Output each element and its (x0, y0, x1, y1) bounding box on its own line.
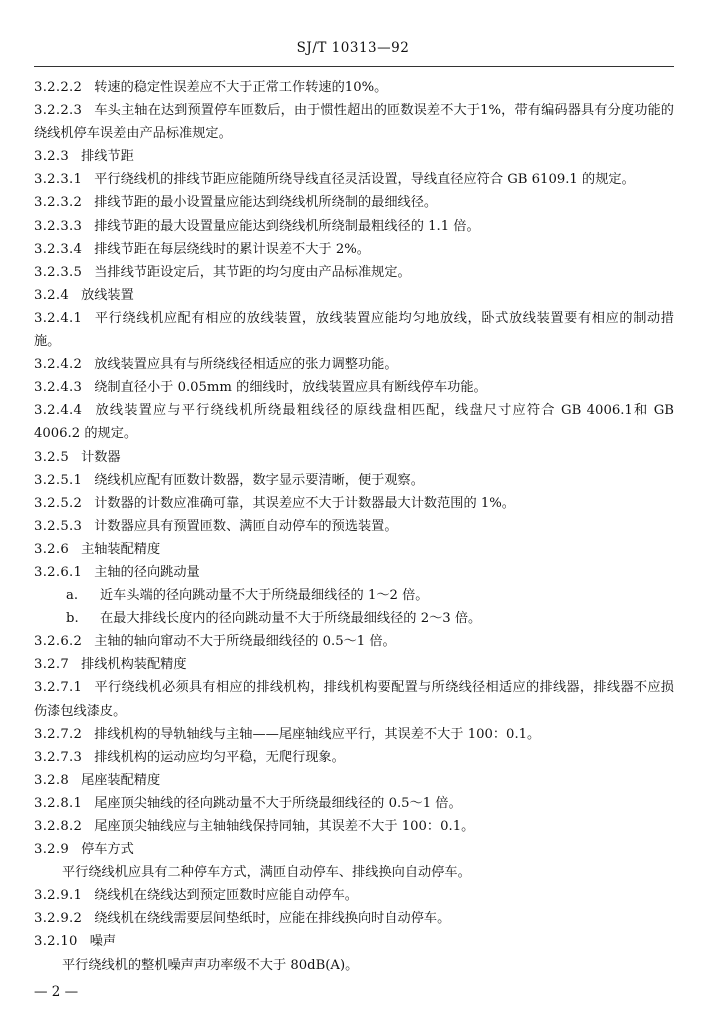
list-item-text: 近车头端的径向跳动量不大于所绕最细线径的 1～2 倍。 (100, 588, 429, 604)
clause-number: 3.2.2.3 (34, 103, 83, 119)
clause-number: 3.2.6.2 (34, 634, 83, 650)
clause-text: 绕线机应配有匝数计数器，数字显示要清晰，便于观察。 (94, 472, 424, 488)
clause-number: 3.2.3.3 (34, 218, 83, 234)
clause-3-2-3-4 (34, 238, 674, 261)
clause-text: 排线机构的导轨轴线与主轴——尾座轴线应平行，其误差不大于 100：0.1。 (94, 726, 541, 742)
clause-3-2-5-1 (34, 469, 674, 492)
clause-text: 排线节距的最小设置量应能达到绕线机所绕制的最细线径。 (94, 195, 438, 211)
clause-3-2-3 (34, 145, 674, 168)
clause-3-2-6 (34, 538, 674, 561)
clause-number: 3.2.3.4 (34, 241, 83, 257)
clause-heading: 排线节距 (81, 149, 134, 165)
clause-number: 3.2.7.1 (34, 680, 83, 696)
clause-3-2-3-3 (34, 215, 674, 238)
list-item-label: b. (66, 611, 79, 627)
clause-3-2-8-2 (34, 815, 674, 838)
clause-number: 3.2.6 (34, 541, 70, 557)
clause-number: 3.2.9 (34, 842, 70, 858)
clause-text: 车头主轴在达到预置停车匝数后，由于惯性超出的匝数误差不大于1%，带有编码器具有分度功能的绕线机停车误差由产品标准规定。 (34, 103, 674, 142)
paragraph-stop-modes: 平行绕线机应具有二种停车方式，满匝自动停车、排线换向自动停车。 (62, 865, 471, 881)
clause-number: 3.2.4.2 (34, 357, 83, 373)
clause-text: 当排线节距设定后，其节距的均匀度由产品标准规定。 (94, 264, 411, 280)
clause-number: 3.2.3.5 (34, 264, 83, 280)
clause-text: 尾座顶尖轴线的径向跳动量不大于所绕最细线径的 0.5～1 倍。 (94, 795, 462, 811)
clause-text: 排线机构的运动应均匀平稳，无爬行现象。 (94, 749, 345, 765)
clause-number: 3.2.3.2 (34, 195, 83, 211)
list-item-a (34, 584, 674, 607)
clause-text: 平行绕线机的排线节距应能随所绕导线直径灵活设置，导线直径应符合 GB 6109.1 的规定。 (94, 172, 635, 188)
clause-number: 3.2.3.1 (34, 172, 83, 188)
clause-number: 3.2.2.2 (34, 80, 83, 95)
clause-heading: 主轴装配精度 (81, 541, 161, 557)
clause-3-2-7-1 (34, 676, 674, 722)
clause-3-2-6-1 (34, 561, 674, 584)
document-body (34, 76, 674, 977)
clause-3-2-7 (34, 653, 674, 676)
clause-heading: 尾座装配精度 (81, 772, 161, 788)
clause-number: 3.2.5.3 (34, 518, 83, 534)
clause-3-2-9-1 (34, 884, 674, 907)
clause-heading: 放线装置 (81, 287, 134, 303)
clause-3-2-5-3 (34, 515, 674, 538)
header-rule (34, 66, 674, 67)
clause-3-2-4-3 (34, 376, 674, 399)
clause-text: 排线节距的最大设置量应能达到绕线机所绕制最粗线径的 1.1 倍。 (94, 218, 480, 234)
clause-3-2-8-1 (34, 792, 674, 815)
page-number: — 2 — (34, 984, 79, 1000)
clause-3-2-3-2 (34, 191, 674, 214)
list-item-b (34, 607, 674, 630)
clause-text: 尾座顶尖轴线应与主轴轴线保持同轴，其误差不大于 100：0.1。 (94, 819, 475, 834)
clause-text: 放线装置应具有与所绕线径相适应的张力调整功能。 (94, 357, 398, 373)
clause-number: 3.2.6.1 (34, 564, 83, 580)
clause-3-2-4-2 (34, 353, 674, 376)
clause-text: 转速的稳定性误差应不大于正常工作转速的10%。 (94, 80, 388, 95)
clause-number: 3.2.8 (34, 772, 70, 788)
clause-text: 平行绕线机必须具有相应的排线机构，排线机构要配置与所绕线径相适应的排线器，排线器不应损伤漆包线漆皮。 (34, 680, 674, 719)
clause-heading: 计数器 (81, 449, 121, 465)
clause-heading: 噪声 (89, 934, 117, 950)
clause-3-2-7-3 (34, 746, 674, 769)
clause-3-2-3-1 (34, 168, 674, 191)
clause-number: 3.2.9.2 (34, 911, 83, 927)
clause-3-2-5-2 (34, 492, 674, 515)
clause-3-2-10 (34, 930, 674, 953)
clause-number: 3.2.4.4 (34, 403, 83, 419)
clause-3-2-3-5 (34, 261, 674, 284)
clause-text: 绕线机在绕线需要层间垫纸时，应能在排线换向时自动停车。 (94, 911, 451, 927)
clause-3-2-2-2 (34, 76, 674, 99)
clause-3-2-8 (34, 769, 674, 792)
clause-text: 计数器的计数应准确可靠，其误差应不大于计数器最大计数范围的 1%。 (94, 495, 515, 511)
clause-number: 3.2.8.2 (34, 819, 83, 834)
clause-text: 主轴的径向跳动量 (94, 564, 200, 580)
clause-3-2-9-2 (34, 907, 674, 930)
clause-number: 3.2.5.1 (34, 472, 83, 488)
clause-number: 3.2.4.1 (34, 310, 83, 326)
clause-number: 3.2.3 (34, 149, 70, 165)
clause-number: 3.2.10 (34, 934, 78, 950)
clause-number: 3.2.5 (34, 449, 70, 465)
clause-text: 计数器应具有预置匝数、满匝自动停车的预选装置。 (94, 518, 398, 534)
clause-number: 3.2.5.2 (34, 495, 83, 511)
list-item-label: a. (66, 588, 79, 604)
clause-text: 排线节距在每层绕线时的累计误差不大于 2%。 (94, 241, 370, 257)
clause-3-2-4-1 (34, 307, 674, 353)
clause-text: 绕线机在绕线达到预定匝数时应能自动停车。 (94, 888, 358, 904)
clause-3-2-2-3 (34, 99, 674, 145)
paragraph-noise: 平行绕线机的整机噪声声功率级不大于 80dB(A)。 (62, 957, 359, 973)
clause-number: 3.2.7 (34, 657, 70, 673)
clause-3-2-4 (34, 284, 674, 307)
clause-3-2-6-2 (34, 630, 674, 653)
clause-number: 3.2.8.1 (34, 795, 83, 811)
list-item-text: 在最大排线长度内的径向跳动量不大于所绕最细线径的 2～3 倍。 (100, 611, 482, 627)
clause-number: 3.2.4.3 (34, 380, 83, 396)
clause-number: 3.2.7.2 (34, 726, 83, 742)
clause-text: 绕制直径小于 0.05mm 的细线时，放线装置应具有断线停车功能。 (94, 380, 487, 396)
clause-text: 放线装置应与平行绕线机所绕最粗线径的原线盘相匹配，线盘尺寸应符合 GB 4006.1和 GB 4006.2 的规定。 (34, 403, 674, 442)
clause-heading: 排线机构装配精度 (81, 657, 187, 673)
clause-text: 平行绕线机应配有相应的放线装置，放线装置应能均匀地放线，卧式放线装置要有相应的制动措施。 (34, 310, 674, 350)
clause-3-2-5 (34, 446, 674, 469)
clause-text: 主轴的轴向窜动不大于所绕最细线径的 0.5～1 倍。 (94, 634, 396, 650)
clause-3-2-4-4 (34, 399, 674, 445)
clause-3-2-9 (34, 838, 674, 861)
clause-3-2-7-2 (34, 723, 674, 746)
clause-number: 3.2.9.1 (34, 888, 83, 904)
clause-number: 3.2.4 (34, 287, 70, 303)
clause-heading: 停车方式 (81, 842, 134, 858)
document-header: SJ/T 10313—92 (296, 40, 410, 56)
clause-number: 3.2.7.3 (34, 749, 83, 765)
